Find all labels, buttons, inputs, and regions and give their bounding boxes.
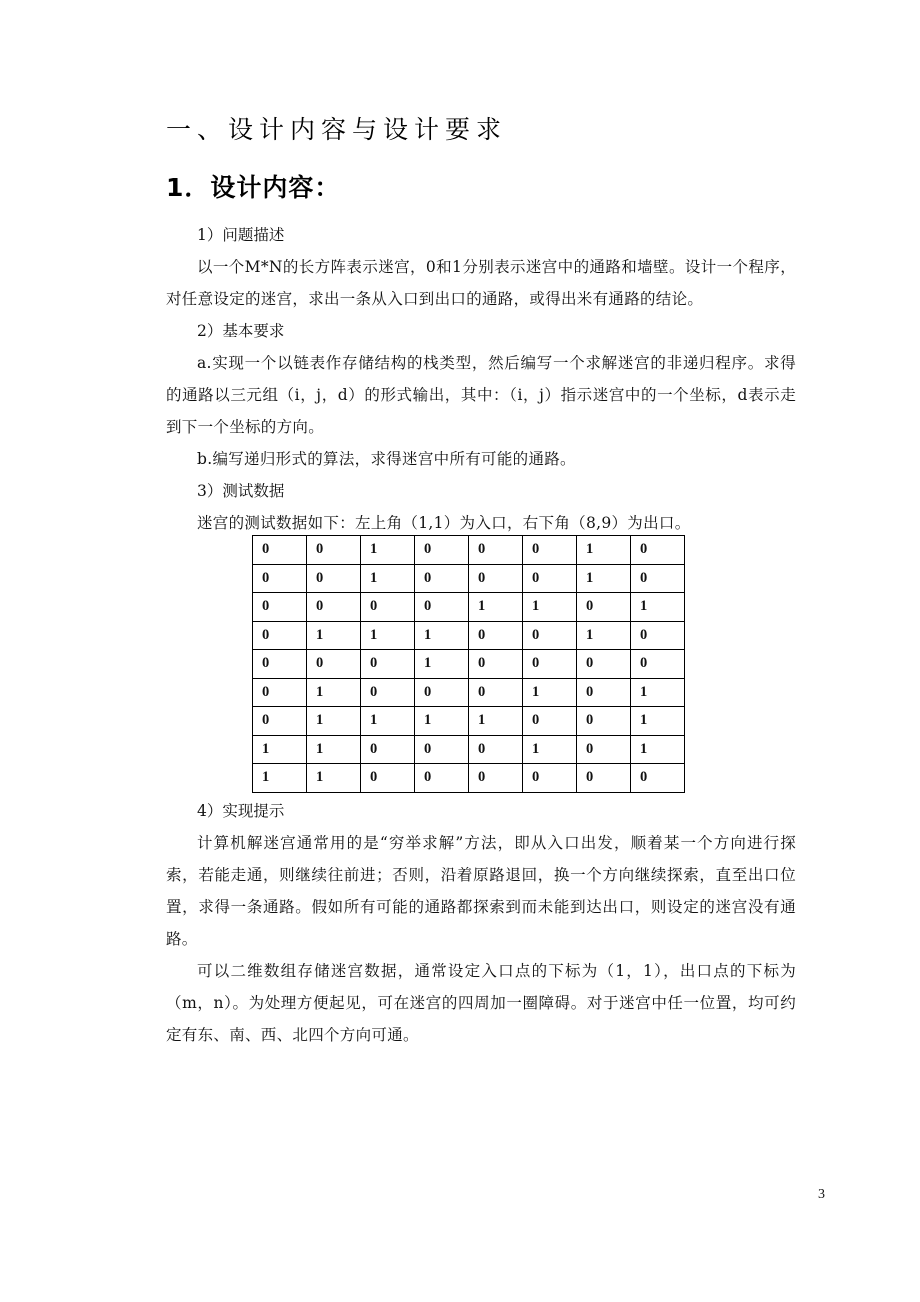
maze-cell: 0 (631, 564, 685, 593)
maze-cell: 1 (361, 536, 415, 565)
section-text-requirement-b: b.编写递归形式的算法，求得迷宫中所有可能的通路。 (197, 450, 576, 468)
maze-cell: 1 (415, 707, 469, 736)
maze-cell: 0 (415, 593, 469, 622)
maze-cell: 0 (469, 621, 523, 650)
maze-cell: 1 (469, 593, 523, 622)
table-row (253, 536, 685, 565)
maze-cell: 1 (361, 564, 415, 593)
table-row (253, 735, 685, 764)
table-row (253, 650, 685, 679)
section-text-testdata: 迷宫的测试数据如下：左上角（1,1）为入口，右下角（8,9）为出口。 (197, 514, 691, 532)
maze-cell: 1 (415, 621, 469, 650)
maze-cell: 1 (307, 678, 361, 707)
maze-cell: 0 (361, 650, 415, 679)
maze-cell: 1 (631, 707, 685, 736)
maze-cell: 0 (523, 707, 577, 736)
maze-cell: 0 (361, 735, 415, 764)
maze-cell: 0 (361, 678, 415, 707)
maze-cell: 1 (307, 707, 361, 736)
maze-cell: 0 (253, 621, 307, 650)
maze-cell: 0 (307, 536, 361, 565)
maze-cell: 0 (253, 650, 307, 679)
maze-cell: 1 (523, 678, 577, 707)
maze-cell: 0 (577, 678, 631, 707)
maze-cell: 0 (523, 621, 577, 650)
maze-cell: 0 (523, 536, 577, 565)
maze-cell: 0 (469, 678, 523, 707)
section-title-hints: 4）实现提示 (197, 802, 285, 820)
maze-cell: 1 (253, 764, 307, 793)
maze-cell: 0 (631, 650, 685, 679)
maze-cell: 0 (523, 564, 577, 593)
section-text-requirement-a: a.实现一个以链表作存储结构的栈类型，然后编写一个求解迷宫的非递归程序。求得的通路以三元组（i，j，d）的形式输出，其中：（i，j）指示迷宫中的一个坐标，d表示走到下一个坐标的方向。 (166, 354, 796, 436)
maze-cell: 1 (523, 735, 577, 764)
maze-cell: 0 (577, 764, 631, 793)
maze-cell: 0 (361, 593, 415, 622)
maze-cell: 1 (631, 735, 685, 764)
maze-cell: 0 (307, 564, 361, 593)
maze-cell: 1 (577, 621, 631, 650)
maze-cell: 0 (415, 735, 469, 764)
maze-cell: 0 (469, 650, 523, 679)
maze-cell: 0 (253, 564, 307, 593)
table-row (253, 564, 685, 593)
maze-cell: 0 (469, 564, 523, 593)
table-row (253, 678, 685, 707)
table-row (253, 764, 685, 793)
maze-cell: 0 (253, 593, 307, 622)
section-title-problem: 1）问题描述 (197, 226, 285, 244)
maze-cell: 1 (361, 707, 415, 736)
maze-cell: 0 (523, 764, 577, 793)
maze-cell: 0 (631, 536, 685, 565)
main-heading: 一、设计内容与设计要求 (166, 115, 508, 144)
maze-cell: 0 (253, 536, 307, 565)
maze-cell: 1 (415, 650, 469, 679)
maze-cell: 1 (307, 764, 361, 793)
maze-table (252, 535, 685, 793)
maze-cell: 0 (469, 735, 523, 764)
maze-cell: 0 (577, 707, 631, 736)
maze-cell: 0 (307, 650, 361, 679)
maze-cell: 0 (253, 678, 307, 707)
maze-cell: 0 (577, 593, 631, 622)
page-number: 3 (818, 1187, 825, 1202)
sub-heading: 1．设计内容： (166, 173, 341, 202)
maze-cell: 1 (631, 593, 685, 622)
maze-cell: 0 (415, 536, 469, 565)
maze-cell: 1 (307, 621, 361, 650)
table-row (253, 707, 685, 736)
maze-cell: 1 (307, 735, 361, 764)
table-row (253, 621, 685, 650)
maze-cell: 0 (577, 650, 631, 679)
maze-cell: 0 (307, 593, 361, 622)
maze-cell: 0 (631, 764, 685, 793)
maze-cell: 1 (577, 536, 631, 565)
maze-cell: 0 (577, 735, 631, 764)
maze-cell: 1 (523, 593, 577, 622)
maze-cell: 1 (577, 564, 631, 593)
maze-cell: 0 (253, 707, 307, 736)
maze-cell: 0 (631, 621, 685, 650)
section-text-problem: 以一个M*N的长方阵表示迷宫，0和1分别表示迷宫中的通路和墙壁。设计一个程序，对任意设定的迷宫，求出一条从入口到出口的通路，或得出米有通路的结论。 (166, 258, 796, 308)
maze-cell: 0 (361, 764, 415, 793)
maze-cell: 0 (523, 650, 577, 679)
maze-cell: 0 (469, 764, 523, 793)
section-title-requirements: 2）基本要求 (197, 322, 285, 340)
table-row (253, 593, 685, 622)
section-title-testdata: 3）测试数据 (197, 482, 285, 500)
maze-cell: 0 (415, 764, 469, 793)
maze-cell: 0 (415, 678, 469, 707)
maze-cell: 0 (469, 536, 523, 565)
maze-cell: 1 (253, 735, 307, 764)
maze-cell: 1 (361, 621, 415, 650)
maze-cell: 0 (415, 564, 469, 593)
maze-cell: 1 (631, 678, 685, 707)
maze-cell: 1 (469, 707, 523, 736)
section-text-hints-1: 计算机解迷宫通常用的是“穷举求解”方法，即从入口出发，顺着某一个方向进行探索，若能走通，则继续往前进；否则，沿着原路退回，换一个方向继续探索，直至出口位置，求得一条通路。假如所有可能的通路都探索到而未能到达出口，则设定的迷宫没有通路。 (166, 834, 796, 948)
section-text-hints-2: 可以二维数组存储迷宫数据，通常设定入口点的下标为（1，1），出口点的下标为（m，n）。为处理方便起见，可在迷宫的四周加一圈障碍。对于迷宫中任一位置，均可约定有东、南、西、北四个方向可通。 (166, 962, 796, 1044)
